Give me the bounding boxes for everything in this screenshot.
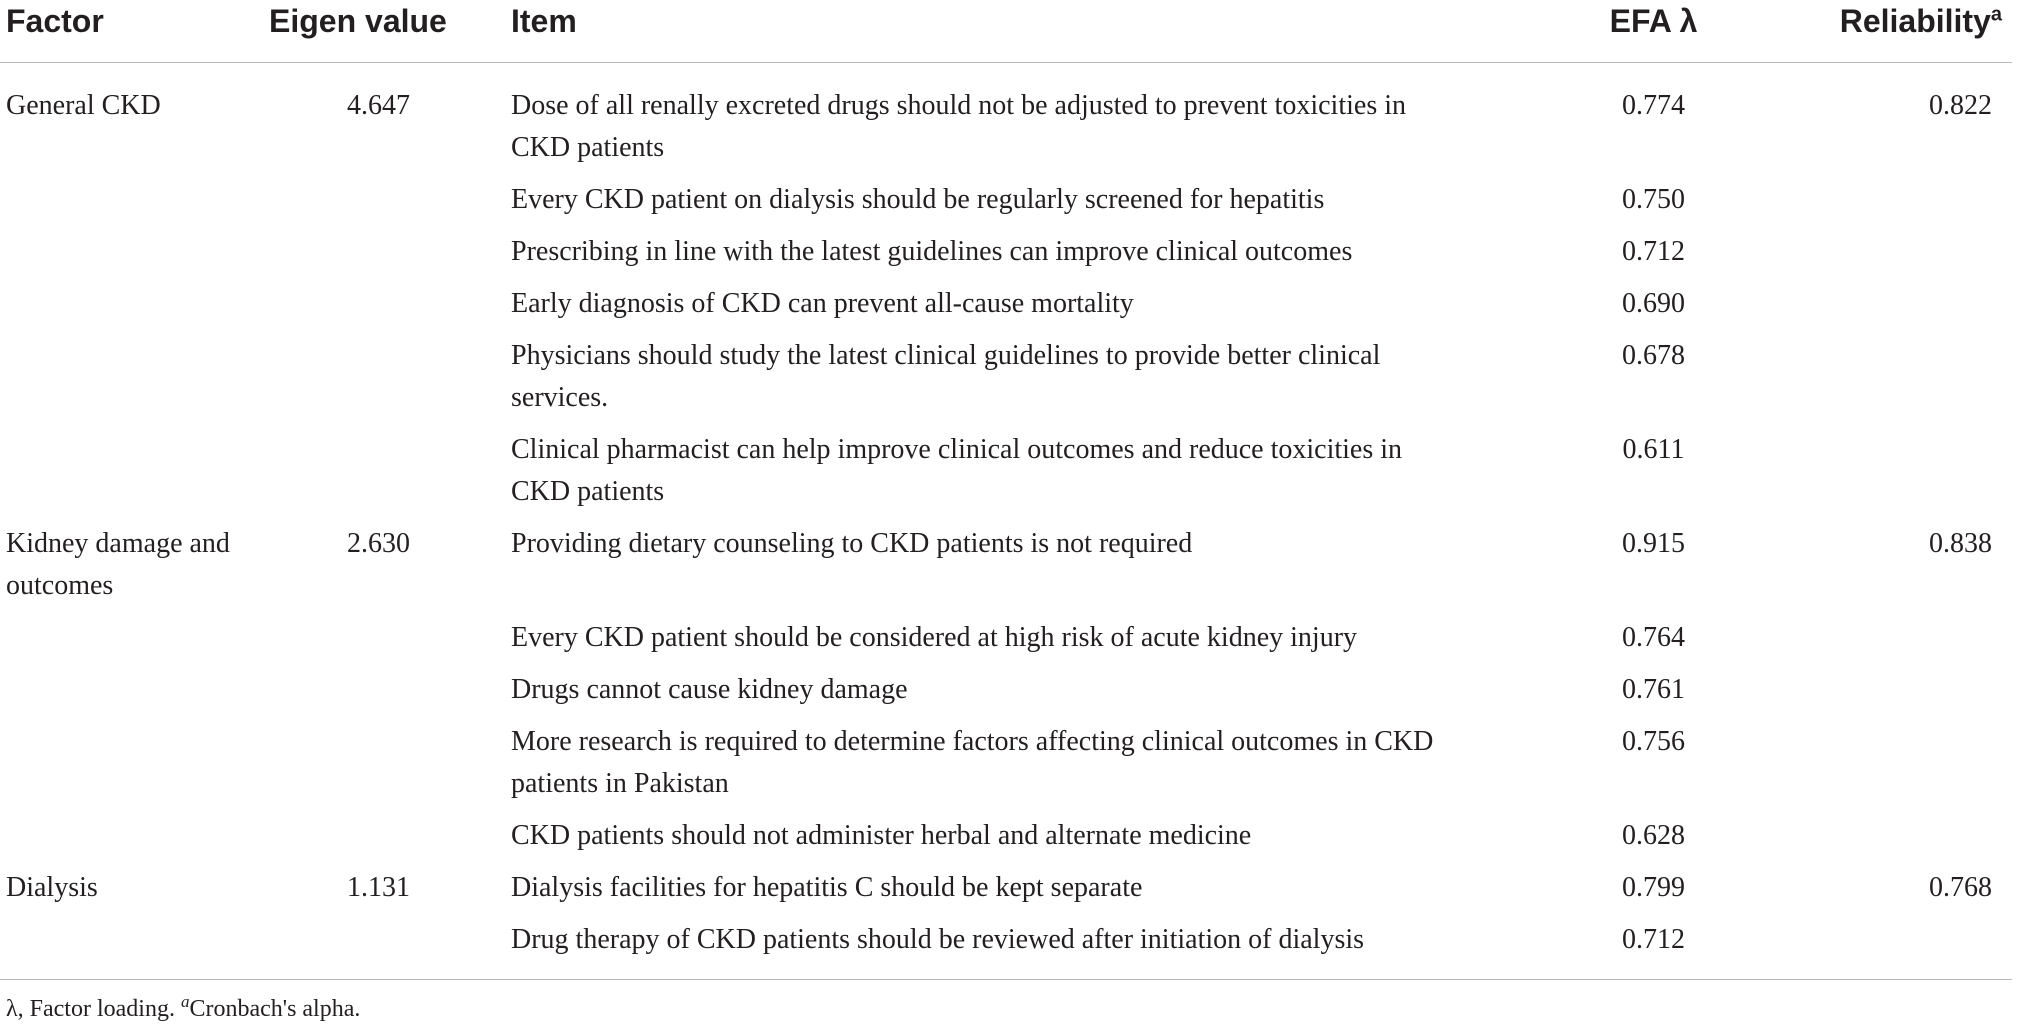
table-row: [0, 273, 2012, 325]
item-cell: Providing dietary counseling to CKD patients is not required: [511, 528, 1193, 559]
eigen-value-cell: 1.131: [347, 872, 410, 903]
factor-cell: Kidney damage and outcomes: [6, 528, 230, 601]
item-cell: CKD patients should not administer herbal and alternate medicine: [511, 820, 1252, 851]
header-eigen-value: Eigen value: [265, 0, 505, 63]
efa-cell: 0.678: [1622, 340, 1685, 371]
efa-cell: 0.750: [1622, 184, 1685, 215]
efa-cell: 0.712: [1505, 909, 1732, 980]
item-cell: Every CKD patient on dialysis should be regularly screened for hepatitis: [511, 184, 1325, 215]
factor-cell: General CKD: [6, 90, 161, 121]
table-row: [0, 169, 2012, 221]
efa-cell: 0.774: [1622, 90, 1685, 121]
item-cell: Dose of all renally excreted drugs should not be adjusted to prevent toxicities in CKD patients: [511, 90, 1406, 163]
item-cell: Every CKD patient should be considered at high risk of acute kidney injury: [511, 622, 1358, 653]
item-cell: Dialysis facilities for hepatitis C should be kept separate: [511, 872, 1143, 903]
table-row: [0, 857, 2012, 909]
efa-cell: 0.915: [1622, 528, 1685, 559]
table-row: [0, 607, 2012, 659]
reliability-cell: 0.768: [1929, 872, 1992, 903]
header-reliability-superscript: a: [1990, 3, 2002, 26]
table-row: [0, 325, 2012, 419]
header-efa-lambda: EFA λ: [1505, 0, 1732, 63]
table-row: [0, 63, 2012, 170]
footnote-superscript: a: [180, 992, 190, 1011]
header-factor: Factor: [0, 0, 265, 63]
table-row: [0, 711, 2012, 805]
table-row: [0, 513, 2012, 607]
item-cell: Prescribing in line with the latest guidelines can improve clinical outcomes: [511, 236, 1353, 267]
efa-cell: 0.761: [1622, 674, 1685, 705]
efa-cell: 0.690: [1622, 288, 1685, 319]
item-cell: More research is required to determine factors affecting clinical outcomes in CKD patients in Pakistan: [511, 726, 1434, 799]
table-row: [0, 419, 2012, 513]
efa-cell: 0.712: [1622, 236, 1685, 267]
efa-cell: 0.756: [1622, 726, 1685, 757]
table-row: [0, 221, 2012, 273]
eigen-value-cell: 4.647: [347, 90, 410, 121]
reliability-cell: 0.822: [1929, 90, 1992, 121]
header-item: Item: [505, 0, 1505, 63]
factor-cell: Dialysis: [6, 872, 98, 903]
item-cell: Clinical pharmacist can help improve clinical outcomes and reduce toxicities in CKD patients: [511, 434, 1403, 507]
item-cell: Drug therapy of CKD patients should be reviewed after initiation of dialysis: [505, 909, 1505, 980]
table-header-row: [0, 0, 2012, 63]
efa-cell: 0.628: [1622, 820, 1685, 851]
table-footnote: [6, 994, 360, 1024]
footnote-lambda: λ, Factor loading.: [6, 996, 181, 1022]
table-row: [0, 805, 2012, 857]
reliability-cell: 0.838: [1929, 528, 1992, 559]
item-cell: Physicians should study the latest clinical guidelines to provide better clinical services.: [511, 340, 1381, 413]
header-reliability: Reliability$^a$: [1732, 0, 2012, 63]
eigen-value-cell: 2.630: [347, 528, 410, 559]
efa-cell: 0.611: [1622, 434, 1685, 465]
footnote-alpha: Cronbach's alpha.: [189, 996, 361, 1022]
efa-cell: 0.764: [1622, 622, 1685, 653]
item-cell: Early diagnosis of CKD can prevent all-cause mortality: [511, 288, 1134, 319]
efa-cell: 0.799: [1622, 872, 1685, 903]
table-row: [0, 659, 2012, 711]
table-row: [0, 909, 2012, 980]
item-cell: Drugs cannot cause kidney damage: [511, 674, 908, 705]
